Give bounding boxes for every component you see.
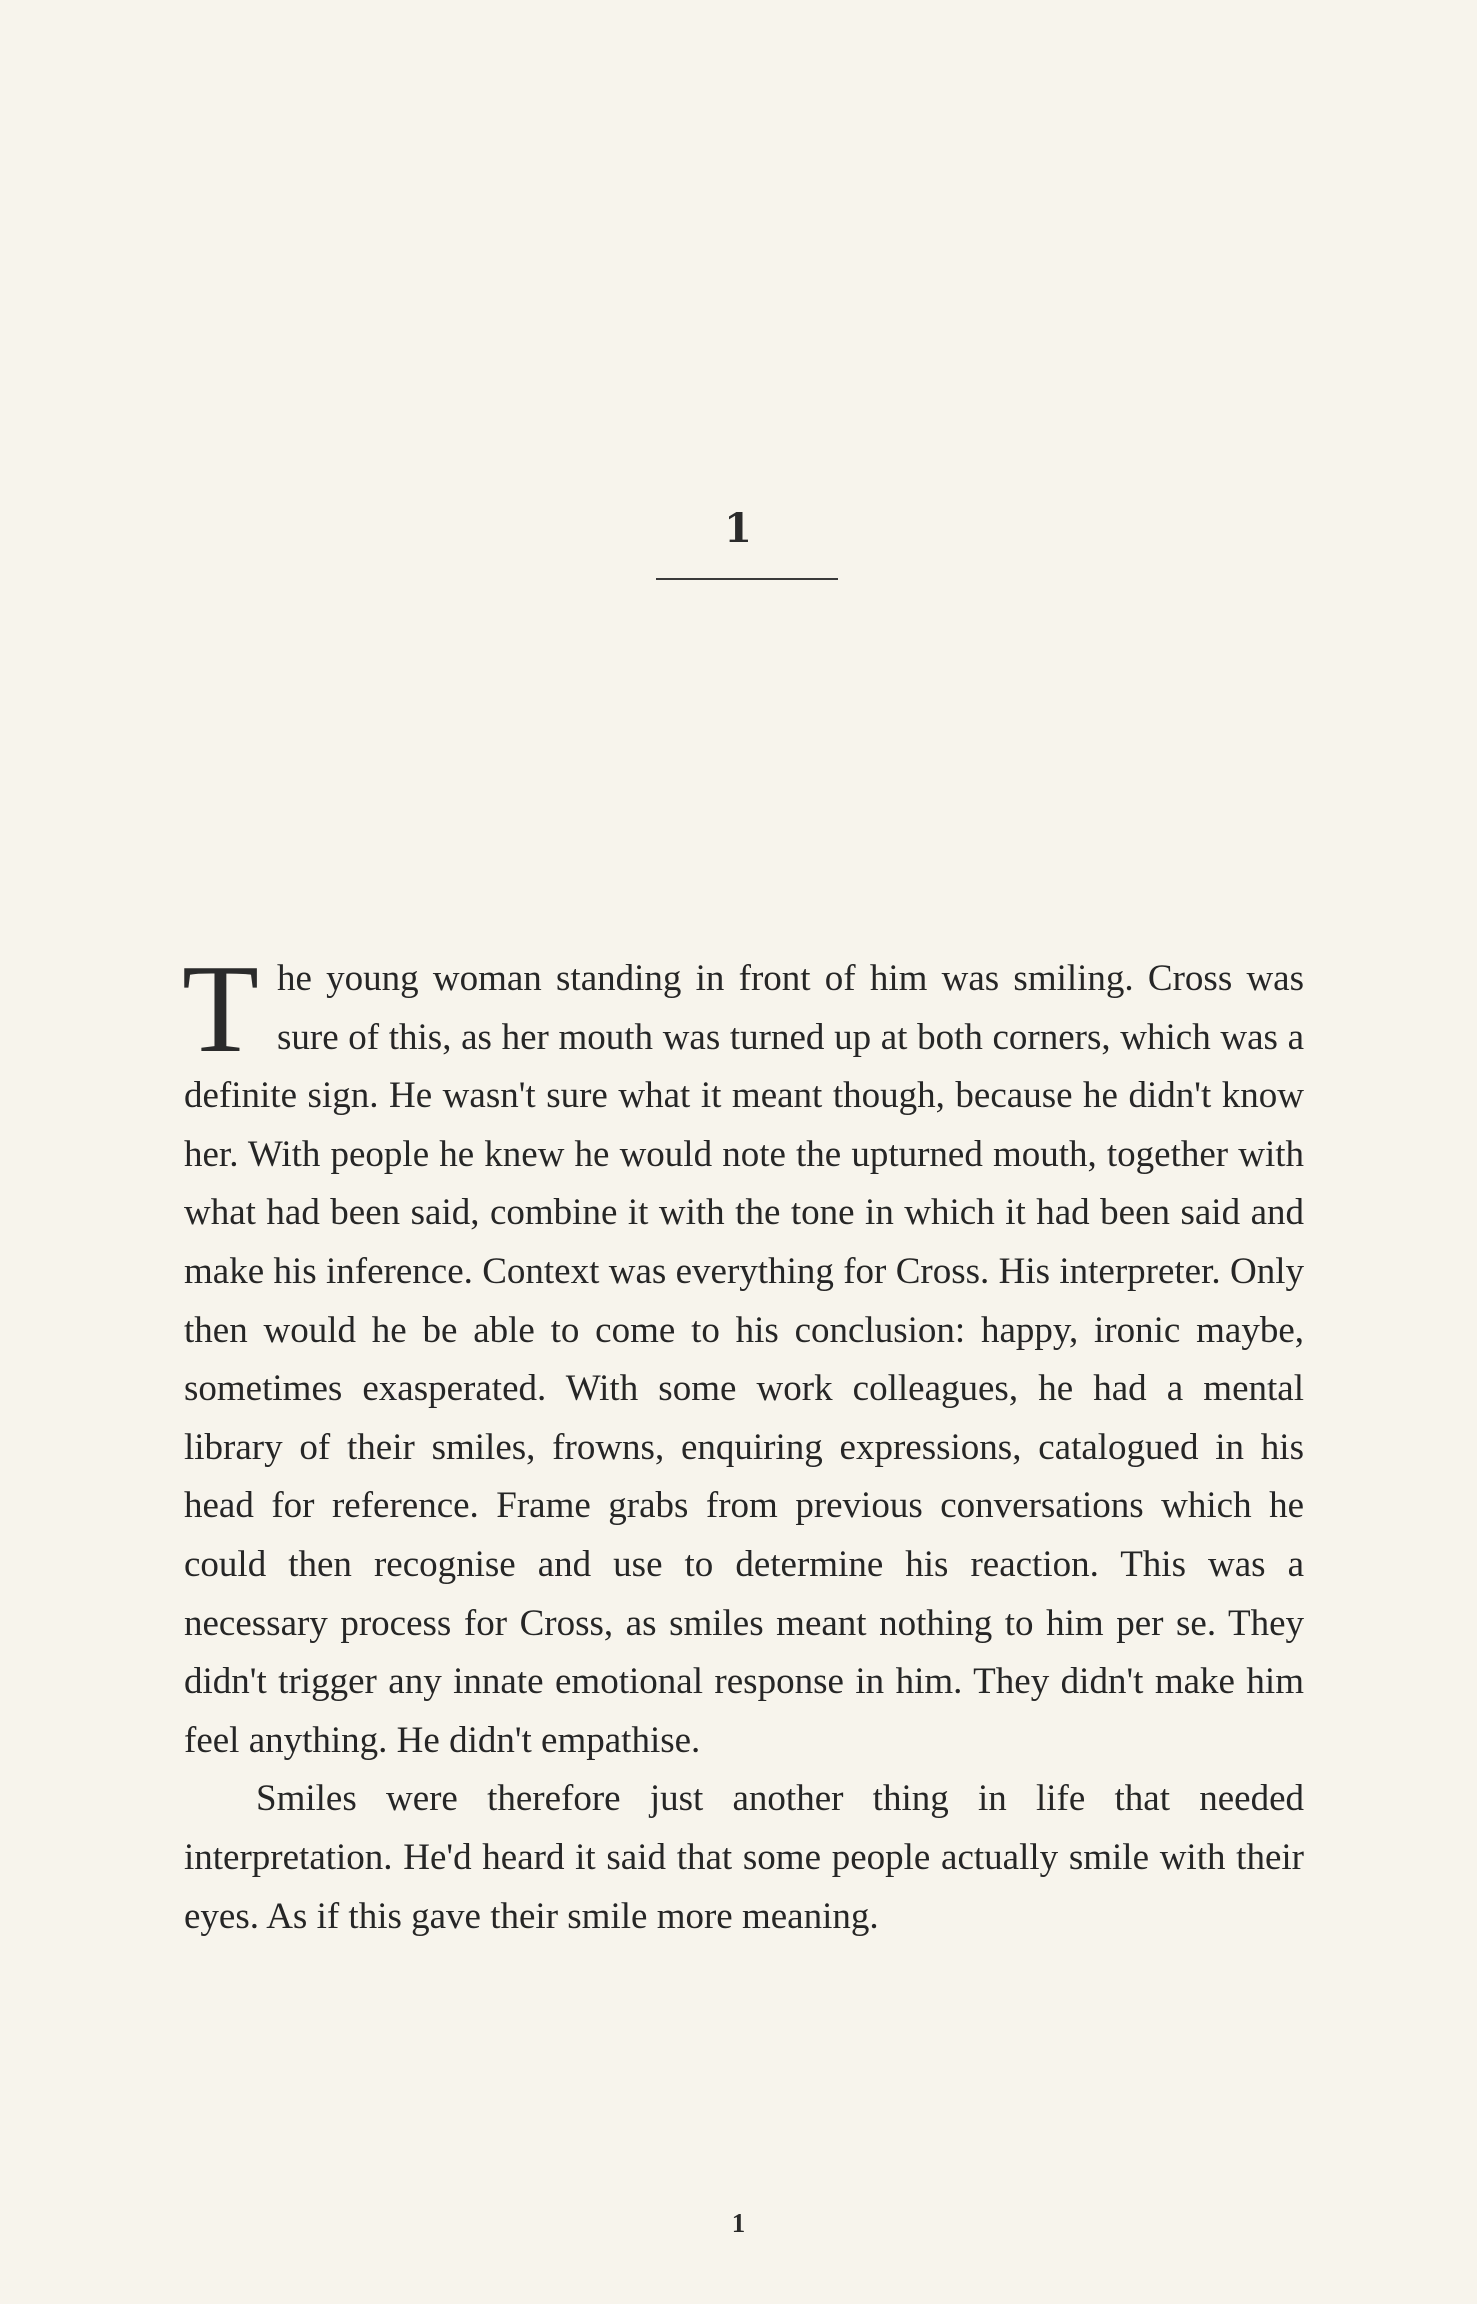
drop-cap: T xyxy=(182,940,259,1079)
chapter-body xyxy=(182,940,1304,1946)
paragraph-2: Smiles were therefore just another thing in life that needed interpretation. He'd heard it said that some people actually smile with their eyes. As if this gave their smile more meaning. xyxy=(184,1778,1304,1937)
paragraph-1 xyxy=(182,940,1304,1770)
page-number: 1 xyxy=(731,2208,746,2238)
paragraph-1-text: he young woman standing in front of him was smiling. Cross was sure of this, as her mouth was turned up at both corners, which was a definite sign. He wasn't sure what it meant though, because he didn't know her. With people he knew he would note the upturned mouth, together with what had been said, combine it with the tone in which it had been said and make his inference. Context was everything for Cross. His interpreter. Only then would he be able to come to his conclusion: happy, ironic maybe, sometimes exasperated. With some work colleagues, he had a mental library of their smiles, frowns, enquiring expressions, catalogued in his head for reference. Frame grabs from previous conversations which he could then recognise and use to determine his reaction. This was a necessary process for Cross, as smiles meant nothing to him per se. They didn't trigger any innate emotional response in him. They didn't make him feel anything. He didn't empathise. xyxy=(184,958,1304,1761)
chapter-divider xyxy=(656,578,838,580)
chapter-number: 1 xyxy=(724,505,753,552)
